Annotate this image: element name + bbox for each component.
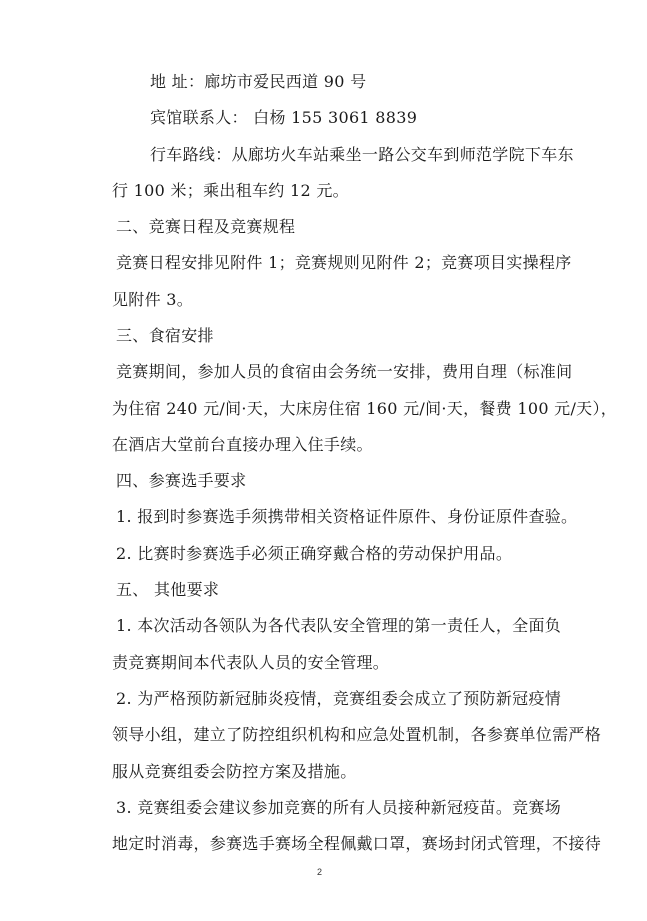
other-req-1-line-2: 责竞赛期间本代表队人员的安全管理。 — [112, 653, 390, 672]
other-req-2-line-3: 服从竞赛组委会防控方案及措施。 — [112, 762, 357, 781]
accommodation-text-2: 为住宿 240 元/间·天，大床房住宿 160 元/间·天，餐费 100 元/天）， — [112, 399, 618, 418]
contestant-req-2: 2. 比赛时参赛选手必须正确穿戴合格的劳动保护用品。 — [116, 544, 513, 563]
section-heading-accommodation: 三、食宿安排 — [116, 326, 214, 345]
section-heading-schedule: 二、竞赛日程及竞赛规程 — [116, 217, 296, 236]
other-req-2-line-1: 2. 为严格预防新冠肺炎疫情，竞赛组委会成立了预防新冠疫情 — [116, 689, 562, 708]
other-req-3-line-1: 3. 竞赛组委会建议参加竞赛的所有人员接种新冠疫苗。竞赛场 — [116, 798, 562, 817]
section-heading-other: 五、 其他要求 — [116, 580, 220, 599]
accommodation-text-1: 竞赛期间，参加人员的食宿由会务统一安排，费用自理（标准间 — [116, 362, 573, 381]
hotel-contact-line: 宾馆联系人： 白杨 155 3061 8839 — [150, 108, 418, 127]
other-req-3-line-2: 地定时消毒，参赛选手赛场全程佩戴口罩，赛场封闭式管理，不接待 — [112, 834, 602, 853]
schedule-text-1: 竞赛日程安排见附件 1；竞赛规则见附件 2；竞赛项目实操程序 — [116, 253, 572, 272]
section-heading-contestant: 四、参赛选手要求 — [116, 471, 247, 490]
other-req-2-line-2: 领导小组，建立了防控组织机构和应急处置机制，各参赛单位需严格 — [112, 725, 602, 744]
schedule-text-2: 见附件 3。 — [112, 290, 194, 309]
address-line: 地 址：廊坊市爱民西道 90 号 — [150, 72, 367, 91]
route-line-1: 行车路线：从廊坊火车站乘坐一路公交车到师范学院下车东 — [150, 145, 574, 164]
other-req-1-line-1: 1. 本次活动各领队为各代表队安全管理的第一责任人，全面负 — [116, 616, 562, 635]
page-number: 2 — [317, 867, 323, 877]
contestant-req-1: 1. 报到时参赛选手须携带相关资格证件原件、身份证原件查验。 — [116, 507, 578, 526]
route-line-2: 行 100 米；乘出租车约 12 元。 — [112, 181, 349, 200]
accommodation-text-3: 在酒店大堂前台直接办理入住手续。 — [112, 435, 373, 454]
